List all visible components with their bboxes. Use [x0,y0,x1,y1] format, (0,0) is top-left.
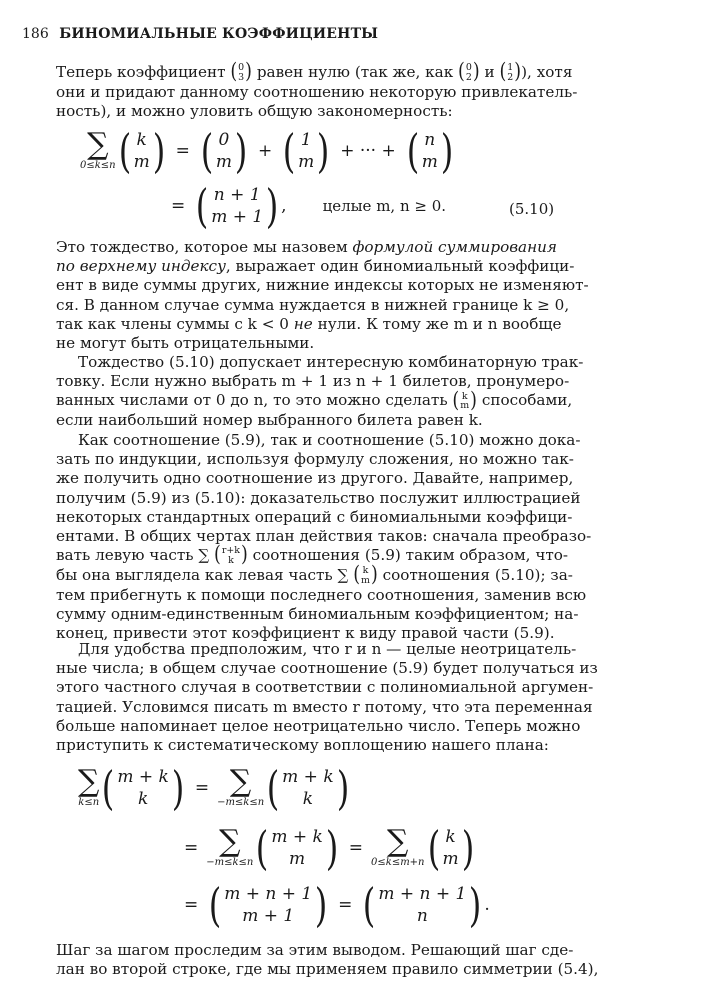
binomial-rk-k-inline: ( r+k k ) [214,542,248,568]
equation-number: (5.10) [509,200,555,218]
sum-symbol: ∑ −m≤k≤n [206,824,254,868]
binomial-k-m-inline: ( k m ) [452,387,477,413]
sum-subscript: 0≤k≤n [80,160,116,171]
emphasis: формулой суммирования [352,238,557,256]
sum-symbol: ∑ k≤n [78,764,100,808]
text-span: равен нулю (так же, как [256,63,454,81]
binom-bottom: m [421,152,438,172]
text-span: нули. К тому же m и n вообще [317,314,562,333]
binomial-0-m: ( 0 m ) [200,124,248,178]
text-line [56,387,573,413]
text-line: ность), и можно уловить общую закономерность: [56,102,453,121]
binom-bottom: m [289,849,306,869]
binom-bottom: m [133,152,150,172]
text-line [56,542,569,568]
equals-sign: = [184,838,199,858]
binom-top: k [136,130,147,150]
equals-sign: = [194,778,210,798]
text-line: сумму одним-единственным биномиальным коэффициентом; на- [56,605,579,624]
sum-symbol: ∑ −m≤k≤n [217,764,265,808]
binom-bottom: n [416,906,428,926]
text-line: конец, привести этот коэффициент к виду правой части (5.9). [56,624,555,643]
binom-bottom: m + 1 [242,906,295,926]
text-line: же получить одно соотношение из другого. Давайте, например, [56,469,574,488]
binomial-n-m: ( n m ) [406,124,454,178]
text-line [56,238,556,257]
binom-top: m + k [117,767,169,787]
binomial-k-m-inline: ( k m ) [353,562,378,588]
sum-subscript: k≤n [78,797,100,808]
binom-top: 0 [465,62,472,74]
text-line: тацией. Условимся писать m вместо r потому, что эта переменная [56,697,593,716]
binom-bottom: m [361,575,370,587]
comma: , [281,196,287,216]
binomial-0-3: ( 0 3 ) [230,59,252,85]
text-line: Тождество (5.10) допускает интересную комбинаторную трак- [78,353,584,371]
equals-sign: = [184,895,199,915]
binom-top: k [461,390,468,402]
text-line: ные числа; в общем случае соотношение (5.9) будет получаться из [56,659,598,678]
paragraph-proof-plan [56,431,592,644]
text-line: Шаг за шагом проследим за этим выводом. Решающий шаг сде- [56,941,574,959]
page-number: 186 [22,26,49,42]
binom-top: k [362,565,369,577]
binom-bottom: k [228,555,234,567]
equals-sign: = [175,141,190,161]
sum-subscript: −m≤k≤n [217,797,265,808]
running-head [22,26,378,42]
binom-bottom: k [302,789,314,809]
text-line: этого частного случая в соответствии с полиномиальной аргумен- [56,678,594,697]
text-span: ванных числами от 0 до n, то это можно сделать [56,391,448,410]
text-line: приступить к систематическому воплощению нашего плана: [56,736,549,755]
binomial-0-2: ( 0 2 ) [458,59,480,85]
binom-bottom: m + 1 [211,207,264,227]
equals-sign: = [171,196,186,216]
binom-top: m + n + 1 [224,884,313,904]
paragraph-combinatorial [56,353,584,431]
binomial-mk-m: ( m + k m ) [256,821,339,875]
text-line: лан во второй строке, где мы применяем правило симметрии (5.4), [56,960,599,979]
binom-bottom: k [137,789,149,809]
sum-symbol: ∑ 0≤k≤m+n [371,824,425,868]
period: . [484,895,490,915]
sum-subscript: 0≤k≤m+n [371,857,425,868]
equals-sign: = [338,895,353,915]
text-line: Для удобства предположим, что r и n — целые неотрицатель- [78,640,577,658]
binom-top: r+k [221,545,240,557]
binomial-1-2: ( 1 2 ) [499,59,522,85]
binom-bottom: m [298,152,315,172]
binom-top: m + k [271,827,323,847]
sum-subscript: −m≤k≤n [206,857,254,868]
text-span: соотношения (5.9) таким образом, что- [252,546,569,565]
equation-condition: целые m, n ≥ 0. [322,197,447,215]
binomial-k-m: ( k m ) [118,124,165,178]
text-span: ), хотя [521,63,573,81]
text-line [56,562,573,588]
binom-top: m + n + 1 [378,884,467,904]
emphasis: не [293,314,313,333]
text-line [56,314,562,334]
binom-bottom: m [442,849,459,869]
text-line: получим (5.9) из (5.10): доказательство послужит иллюстрацией [56,488,581,507]
plus-sign: + [257,141,273,161]
text-line: зать по индукции, используя формулу сложения, но можно так- [56,450,574,469]
binomial-mn1-m1: ( m + n + 1 m + 1 ) [208,878,328,932]
paragraph-upper-index [56,238,589,353]
text-span: Теперь коэффициент [56,63,226,81]
binom-top: k [445,827,456,847]
text-line: некоторых стандартных операций с биномиальными коэффици- [56,507,573,526]
emphasis: по верхнему индексу [56,257,226,276]
binom-bottom: 3 [238,72,245,83]
derivation-line1 [78,761,352,815]
paragraph-intro [56,59,578,121]
text-span: , выражает один биномиальный коэффици- [225,257,575,276]
chapter-title: БИНОМИАЛЬНЫЕ КОЭФФИЦИЕНТЫ [59,26,379,42]
text-line: если наибольший номер выбранного билета равен k. [56,411,483,430]
text-line: тем прибегнуть к помощи последнего соотношения, заменив всю [56,586,587,604]
text-span: и [484,63,495,81]
binomial-k-m: ( k m ) [427,821,474,875]
binom-bottom: m [215,152,232,172]
text-line: Как соотношение (5.9), так и соотношение (5.10) можно дока- [78,431,581,449]
derivation-line3 [176,878,490,932]
text-line: не могут быть отрицательными. [56,334,315,353]
text-line: ся. В данном случае сумма нуждается в нижней границе k ≥ 0, [56,295,570,314]
equation-5-10-line1 [80,124,456,178]
text-line [56,257,575,276]
text-span: способами, [481,391,573,410]
equals-sign: = [348,838,364,858]
binom-bottom: m [460,400,470,412]
text-span: Это тождество, которое мы назовем [56,238,348,256]
text-line: ент в виде суммы других, нижние индексы которых не изменяют- [56,276,589,295]
binom-top: 1 [300,130,312,150]
text-line: они и придают данному соотношению некоторую привлекатель- [56,82,578,101]
paragraph-assumption [56,640,598,755]
binom-top: 1 [507,62,514,74]
sum-symbol: ∑ 0≤k≤n [80,127,116,171]
text-line: товку. Если нужно выбрать m + 1 из n + 1 билетов, пронумеро- [56,372,570,391]
binom-top: n + 1 [213,185,261,205]
paragraph-step-by-step [56,941,599,979]
text-span: так как члены суммы с k < 0 [56,314,289,333]
derivation-line2 [176,821,477,875]
text-line [56,59,573,85]
text-line: ентами. В общих чертах план действия таков: сначала преобразо- [56,527,592,546]
text-span: бы она выглядела как левая часть ∑ [56,566,349,585]
binom-bottom: 2 [465,72,472,83]
binom-top: 0 [218,130,230,150]
binomial-mk-k: ( m + k k ) [102,761,185,815]
binomial-mn1-n: ( m + n + 1 n ) [363,878,482,932]
text-line: больше напоминает целое неотрицательно число. Теперь можно [56,716,581,735]
binom-top: m + k [282,767,334,787]
text-span: соотношения (5.10); за- [382,566,573,585]
binom-bottom: 2 [507,72,514,83]
binomial-mk-k: ( m + k k ) [266,761,349,815]
text-span: вать левую часть ∑ [56,546,210,565]
binom-top: n [424,130,436,150]
ellipsis-sum: + ··· + [340,141,396,161]
binomial-1-m: ( 1 m ) [282,124,330,178]
equation-5-10-line2 [163,179,447,233]
binomial-n1-m1: ( n + 1 m + 1 ) [195,179,279,233]
binom-top: 0 [238,62,245,74]
